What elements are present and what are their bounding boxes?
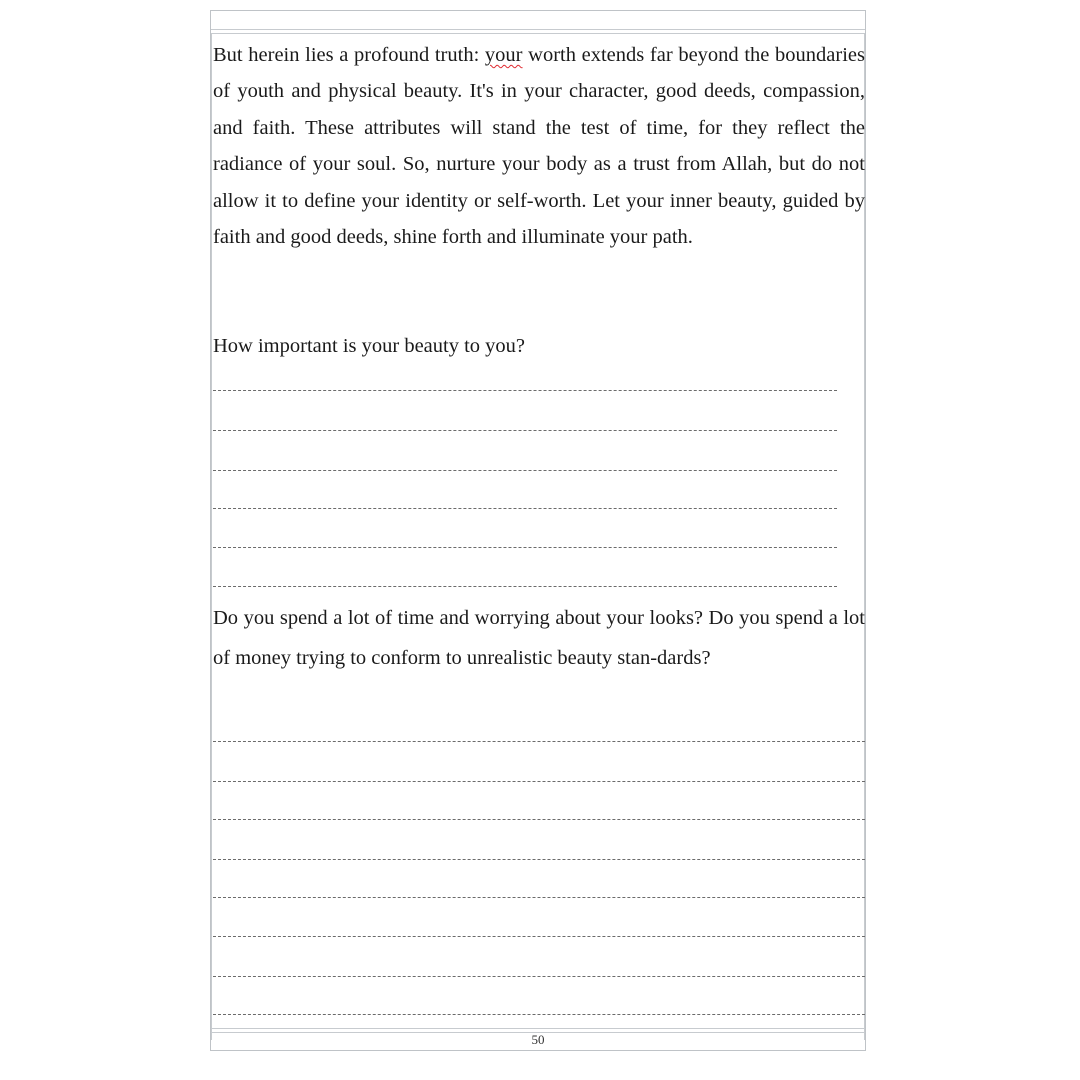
answer-line[interactable]: [213, 508, 837, 509]
footer-guide-line: [211, 1028, 865, 1029]
document-page: [210, 10, 866, 1051]
answer-line[interactable]: [213, 781, 865, 782]
body-paragraph[interactable]: [213, 37, 865, 255]
answer-line[interactable]: [213, 859, 865, 860]
answer-line[interactable]: [213, 1014, 865, 1015]
text-area[interactable]: [211, 33, 865, 1040]
spellcheck-flagged-word[interactable]: your: [484, 44, 523, 66]
answer-line[interactable]: [213, 976, 865, 977]
paragraph-text: But herein lies a profound truth:: [213, 44, 485, 66]
answer-line[interactable]: [213, 470, 837, 471]
answer-line[interactable]: [213, 897, 865, 898]
page-number: 50: [531, 1032, 545, 1047]
answer-line[interactable]: [213, 819, 865, 820]
answer-line[interactable]: [213, 936, 865, 937]
question-1[interactable]: How important is your beauty to you?: [213, 335, 526, 357]
answer-line[interactable]: [213, 390, 837, 391]
answer-line[interactable]: [213, 547, 837, 548]
answer-line[interactable]: [213, 741, 865, 742]
answer-line[interactable]: [213, 586, 837, 587]
paragraph-text: worth extends far beyond the boundaries of youth and physical beauty. It's in your character, good deeds, compassion, and faith. These attributes will stand the test of time, for they reflect the radiance of your soul. So, nurture your body as a trust from Allah, but do not allow it to define your identity or self-worth. Let your inner beauty, guided by faith and good deeds, shine forth and illuminate your path.: [213, 44, 865, 249]
header-guide-line: [211, 29, 865, 30]
answer-line[interactable]: [213, 430, 837, 431]
question-2[interactable]: Do you spend a lot of time and worrying about your looks? Do you spend a lot of money trying to conform to unrealistic beauty stan-dards?: [213, 607, 865, 669]
